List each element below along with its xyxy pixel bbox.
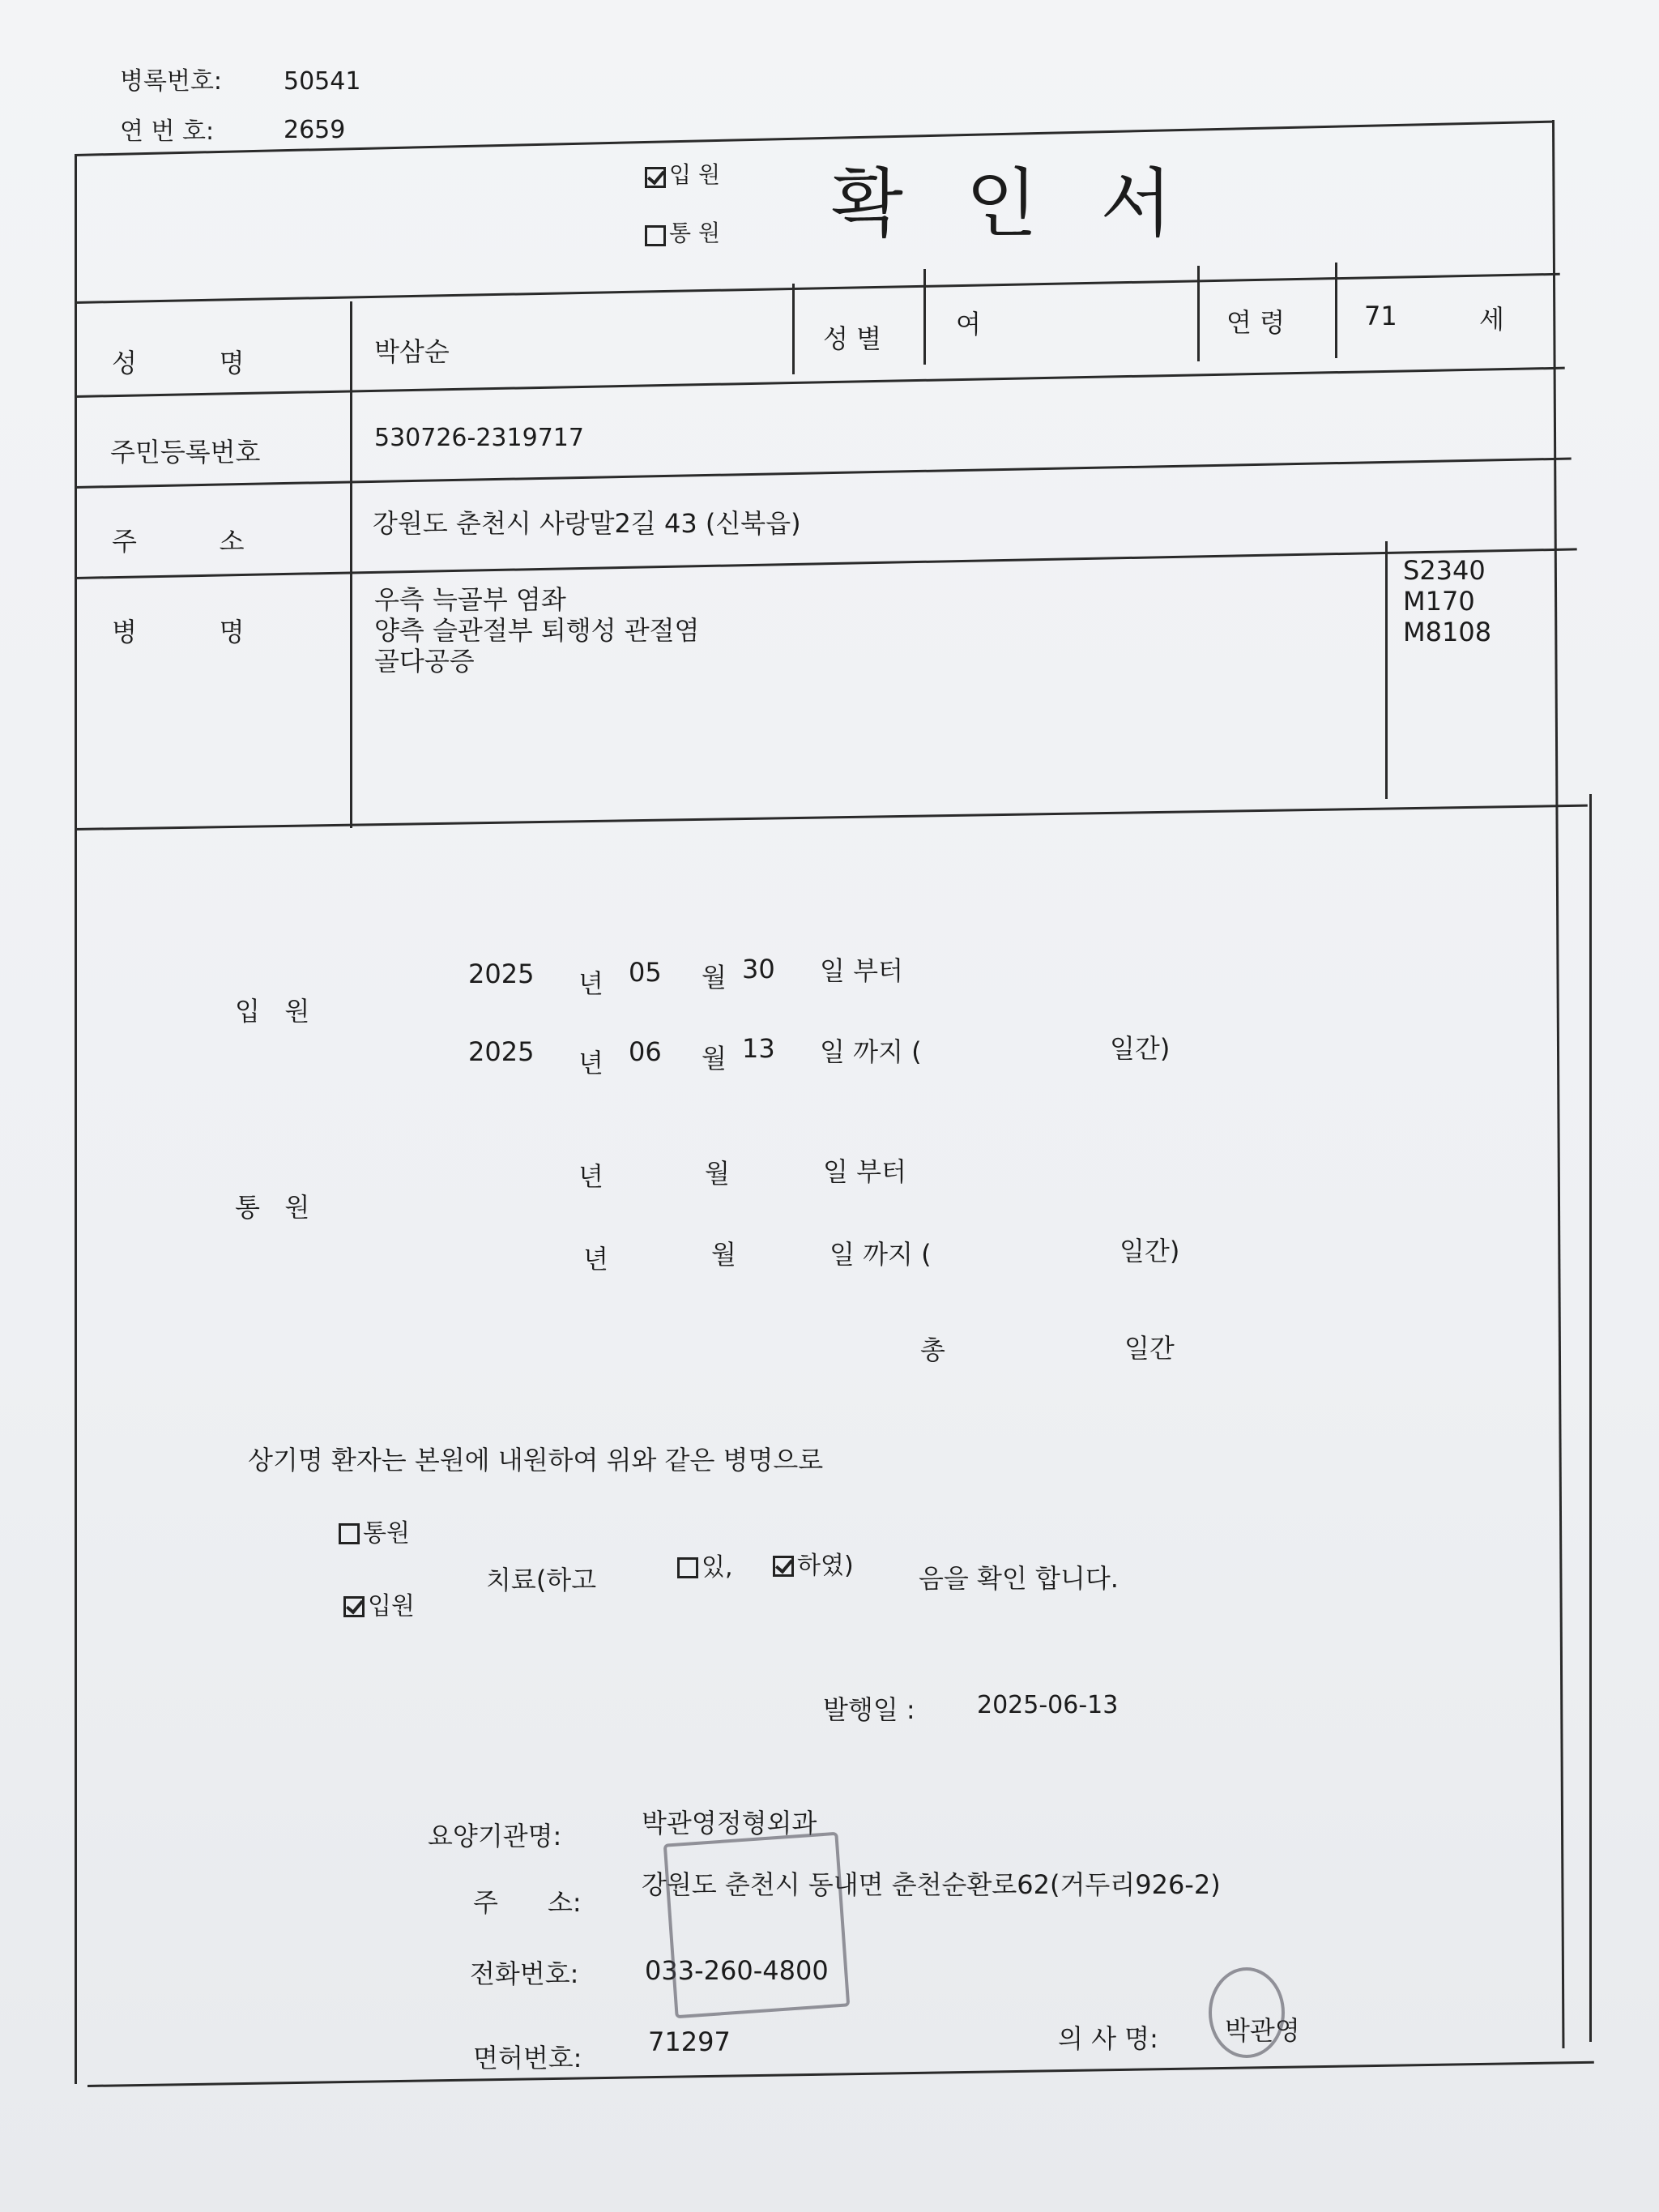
patient-rrn: 530726-2319717 [374,424,584,452]
out-from-month-unit: 월 [705,1158,730,1189]
label-column-divider [350,301,352,828]
admit-days-unit: 일간) [1110,1033,1171,1064]
admit-period-label: 입 원 [235,996,310,1027]
statement-admit-checkbox[interactable] [343,1596,365,1617]
age-label-divider [1197,266,1200,361]
admit-check-label: 입 원 [669,161,720,188]
doctor-label: 의 사 명: [1058,2023,1158,2054]
out-from-day-unit: 일 부터 [823,1156,906,1187]
admit-from-day-unit: 일 부터 [820,955,903,986]
statement-line: 상기명 환자는 본원에 내원하여 위와 같은 병명으로 [248,1445,824,1475]
rrn-label: 주민등록번호 [110,437,261,468]
admit-from-month-unit: 월 [702,962,727,993]
statement-treatment: 치료(하고 [486,1565,597,1595]
admit-checkbox[interactable] [645,167,666,188]
patient-address: 강원도 춘천시 사랑말2길 43 (신북읍) [373,508,801,539]
disease-1: 우측 늑골부 염좌 [374,584,566,615]
license-number: 71297 [648,2026,731,2057]
chart-number-label: 병록번호: [120,67,223,96]
admit-from-year: 2025 [468,959,535,989]
row-line-5 [75,805,1588,831]
out-to-day-unit: 일 까지 ( [830,1239,932,1270]
row-line-4 [75,548,1577,579]
institution-address-label: 주 소: [473,1887,582,1918]
code-column-divider [1385,541,1388,799]
chart-number: 50541 [284,67,361,96]
institution-address: 강원도 춘천시 동내면 춘천순환로62(거두리926-2) [642,1869,1221,1900]
patient-name: 박삼순 [374,336,450,367]
admit-from-year-unit: 년 [578,968,603,999]
total-days-unit: 일간 [1124,1333,1175,1364]
total-label: 총 [920,1334,945,1365]
table-right-border-bottom [1589,794,1592,2042]
disease-2: 양측 슬관절부 퇴행성 관절염 [374,615,700,646]
out-to-month-unit: 월 [711,1239,736,1270]
admit-to-day: 13 [742,1033,775,1064]
institution-name-label: 요양기관명: [428,1821,562,1851]
age-unit: 세 [1479,304,1504,335]
disease-3: 골다공증 [374,646,475,677]
document-title: 확 인 서 [831,160,1192,247]
age-label: 연 령 [1226,307,1285,338]
license-label: 면허번호: [473,2043,582,2073]
disease-code-3: M8108 [1403,617,1492,647]
doctor-name: 박관영 [1225,2015,1300,2046]
serial-number: 2659 [284,116,346,144]
sex-label-divider [792,284,795,374]
row-line-3 [75,458,1572,489]
statement-outpatient-label: 통원 [363,1519,410,1548]
out-from-year-unit: 년 [578,1161,603,1192]
issue-date-label: 발행일 : [823,1694,915,1725]
row-line-2 [75,367,1565,398]
sex-label: 성 별 [823,323,881,354]
admit-to-month: 06 [629,1036,662,1067]
table-right-border-top [1552,120,1564,2048]
treatment-ongoing-checkbox[interactable] [677,1557,698,1578]
out-to-year-unit: 년 [583,1244,608,1275]
address-label: 주 소 [112,526,245,557]
admit-to-day-unit: 일 까지 ( [820,1036,922,1067]
patient-sex: 여 [956,309,981,339]
institution-phone-label: 전화번호: [470,1958,579,1989]
admit-to-month-unit: 월 [702,1043,727,1074]
treatment-done-checkbox[interactable] [773,1556,794,1577]
statement-admit-label: 입원 [368,1592,415,1621]
outpatient-period-label: 통 원 [235,1192,310,1223]
disease-code-2: M170 [1403,586,1475,617]
institution-name: 박관영정형외과 [642,1808,817,1838]
institution-seal-stamp [663,1832,851,2019]
disease-code-1: S2340 [1403,555,1486,586]
statement-confirm: 음을 확인 합니다. [919,1563,1119,1594]
statement-outpatient-checkbox[interactable] [339,1523,360,1544]
outpatient-checkbox[interactable] [645,225,666,246]
doctor-seal-stamp [1209,1967,1285,2058]
out-days-unit: 일간) [1120,1236,1180,1266]
disease-label: 병 명 [112,617,245,647]
admit-from-month: 05 [629,957,662,988]
table-bottom-border [87,2061,1594,2087]
institution-phone: 033-260-4800 [645,1955,829,1986]
outpatient-check-label: 통 원 [669,220,720,246]
admit-from-day: 30 [742,954,775,984]
treatment-ongoing-label: 있, [702,1553,733,1582]
table-left-border [75,156,77,2084]
admit-to-year-unit: 년 [578,1048,603,1078]
patient-age: 71 [1364,301,1397,331]
admit-to-year: 2025 [468,1036,535,1067]
serial-number-label: 연 번 호: [120,117,215,146]
age-value-divider [1335,263,1337,358]
sex-value-divider [923,269,926,365]
name-label: 성 명 [112,348,245,378]
issue-date: 2025-06-13 [977,1691,1119,1719]
treatment-done-label: 하였) [797,1552,854,1580]
